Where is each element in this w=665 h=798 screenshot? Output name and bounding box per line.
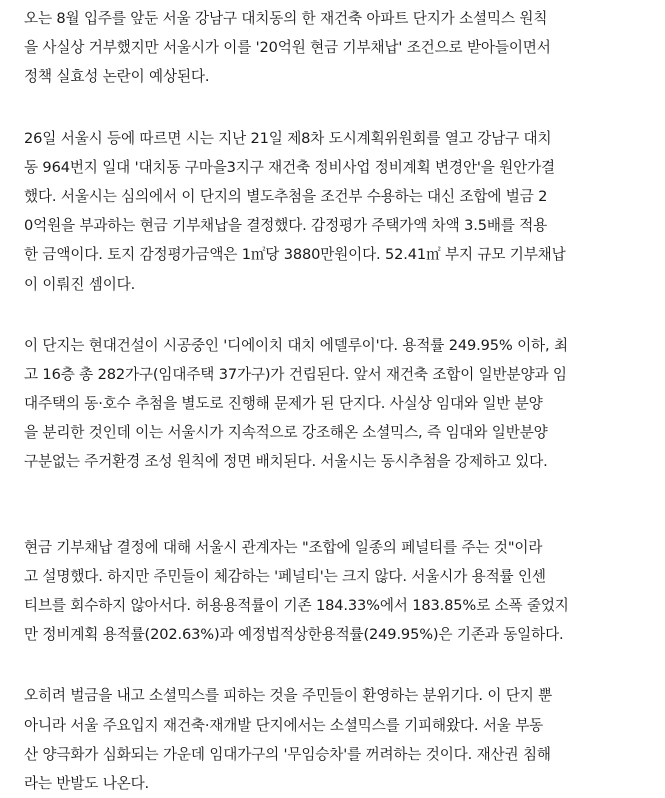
text-line: 티브를 회수하지 않아서다. 허용용적률이 기존 184.33%에서 183.85%로 소폭 줄었지 — [24, 597, 569, 614]
text-line: 오는 8월 입주를 앞둔 서울 강남구 대치동의 한 재건축 아파트 단지가 소셜믹스 원칙 — [24, 10, 548, 27]
paragraph-3 — [24, 331, 652, 477]
text-line: 을 분리한 것인데 이는 서울시가 지속적으로 강조해온 소셜믹스, 즉 임대와 일반분양 — [24, 424, 548, 442]
text-line: 대주택의 동·호수 추첨을 별도로 진행해 문제가 된 단지다. 사실상 임대와 일반 분양 — [24, 395, 543, 413]
article-body — [24, 4, 652, 798]
text-line: 고 설명했다. 하지만 주민들이 체감하는 '페널티'는 크지 않다. 서울시가 용적률 인센 — [24, 567, 546, 585]
paragraph-5 — [24, 681, 652, 798]
paragraph-4 — [24, 533, 652, 650]
text-line: 만 정비계획 용적률(202.63%)과 예정법적상한용적률(249.95%)은 기존과 동일하다. — [24, 626, 564, 644]
text-line: 이 이뤄진 셈이다. — [24, 275, 136, 293]
paragraph-1 — [24, 4, 652, 92]
text-line: 오히려 벌금을 내고 소셜믹스를 피하는 것을 주민들이 환영하는 분위기다. 이 단지 뿐 — [24, 687, 553, 705]
text-line: 했다. 서울시는 심의에서 이 단지의 별도추첨을 조건부 수용하는 대신 조합에 벌금 2 — [24, 187, 548, 205]
text-line: 현금 기부채납 결정에 대해 서울시 관계자는 "조합에 일종의 페널티를 주는 것"이라 — [24, 538, 543, 556]
text-line: 0억원을 부과하는 현금 기부채납을 결정했다. 감정평가 주택가액 차액 3.5배를 적용 — [24, 217, 548, 235]
paragraph-2 — [24, 124, 652, 299]
text-line: 을 사실상 거부했지만 서울시가 이를 '20억원 현금 기부채납' 조건으로 받아들이면서 — [24, 39, 551, 57]
text-line: 이 단지는 현대건설이 시공중인 '디에이치 대치 에델루이'다. 용적률 249.95% 이하, 최 — [24, 336, 568, 354]
text-line: 산 양극화가 심화되는 가운데 임대가구의 '무임승차'를 꺼려하는 것이다. 재산권 침해 — [24, 745, 551, 763]
text-line: 라는 반발도 나온다. — [24, 774, 150, 792]
text-line: 고 16층 총 282가구(임대주택 37가구)가 건립된다. 앞서 재건축 조합이 일반분양과 임 — [24, 365, 567, 383]
text-line: 26일 서울시 등에 따르면 시는 지난 21일 제8차 도시계획위원회를 열고 강남구 대치 — [24, 129, 552, 147]
text-line: 구분없는 주거환경 조성 원칙에 정면 배치된다. 서울시는 동시추첨을 강제하고 있다. — [24, 453, 548, 471]
paragraph-spacer — [24, 477, 652, 533]
text-line: 정책 실효성 논란이 예상된다. — [24, 68, 210, 86]
text-line: 한 금액이다. 토지 감정평가금액은 1㎡당 3880만원이다. 52.41㎡ 부지 규모 기부채납 — [24, 246, 566, 264]
paragraph-spacer — [24, 92, 652, 124]
text-line: 동 964번지 일대 '대치동 구마을3지구 재건축 정비사업 정비계획 변경안'을 원안가결 — [24, 158, 555, 176]
text-line: 아니라 서울 주요입지 재건축·재개발 단지에서는 소셜믹스를 기피해왔다. 서울 부동 — [24, 716, 544, 734]
paragraph-spacer — [24, 649, 652, 681]
paragraph-spacer — [24, 299, 652, 331]
